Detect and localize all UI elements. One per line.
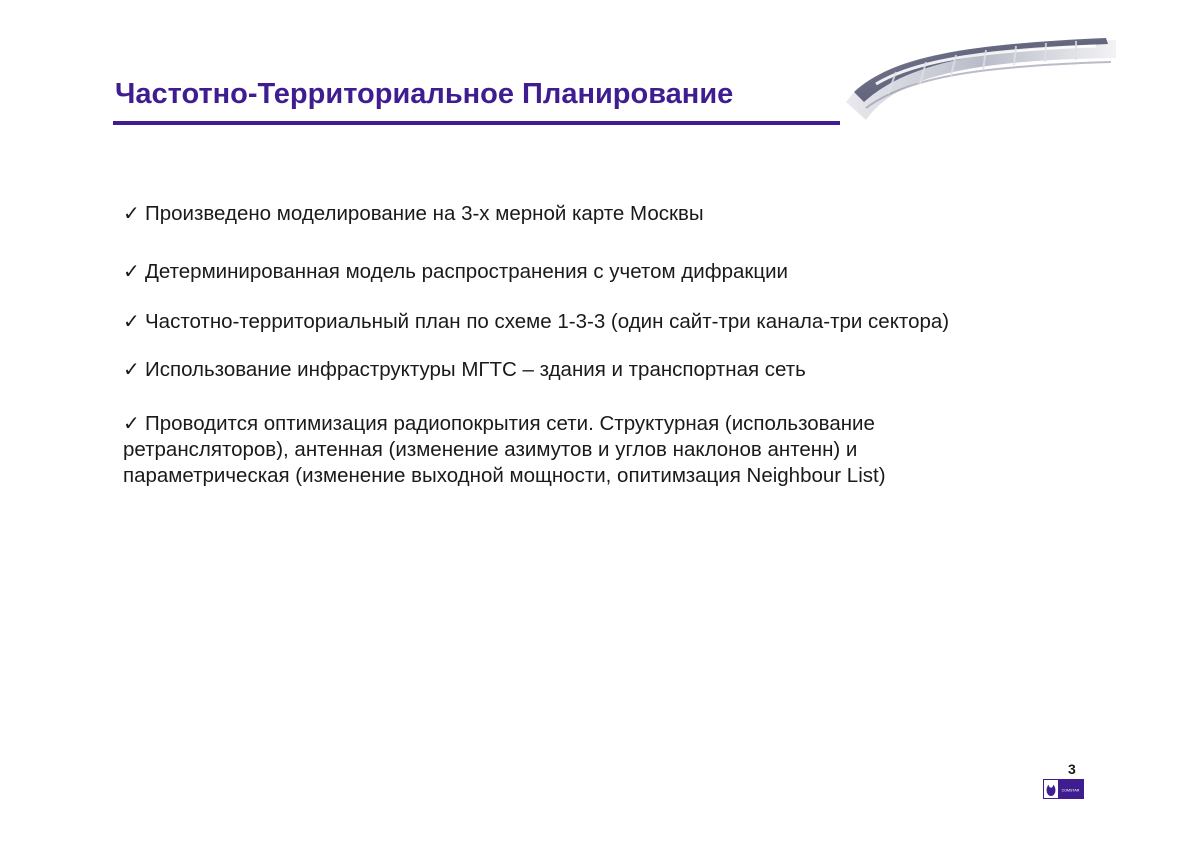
bullet-text: Произведено моделирование на 3-х мерной карте Москвы (145, 202, 704, 225)
bullet-text: параметрическая (изменение выходной мощности, опитимзация Neighbour List) (123, 464, 886, 487)
bullet-text: Проводится оптимизация радиопокрытия сети. Структурная (использование (145, 412, 875, 435)
bullet-item (123, 308, 1063, 335)
header-banner-image (836, 32, 1116, 124)
slide-title: Частотно-Территориальное Планирование (115, 78, 734, 110)
title-underline (113, 121, 840, 125)
bullet-text: Частотно-территориальный план по схеме 1-3-3 (один сайт-три канала-три сектора) (145, 310, 950, 333)
bullet-item (123, 200, 1063, 227)
page-number: 3 (1068, 761, 1076, 777)
company-logo (1043, 779, 1084, 799)
bullet-item (123, 356, 1063, 383)
checkmark-icon: ✓ (123, 411, 140, 435)
bullet-line (123, 410, 1063, 437)
bullet-text: Использование инфраструктуры МГТС – здания и транспортная сеть (145, 358, 806, 381)
checkmark-icon: ✓ (123, 201, 140, 225)
checkmark-icon: ✓ (123, 309, 140, 333)
bullet-text: ретрансляторов), антенная (изменение азимутов и углов наклонов антенн) и (123, 438, 858, 461)
bullet-item (123, 258, 1063, 285)
checkmark-icon: ✓ (123, 357, 140, 381)
checkmark-icon: ✓ (123, 259, 140, 283)
bullet-item (123, 410, 1063, 489)
logo-text: COMSTAR (1061, 788, 1080, 793)
bullet-text: Детерминированная модель распространения с учетом дифракции (145, 260, 788, 283)
